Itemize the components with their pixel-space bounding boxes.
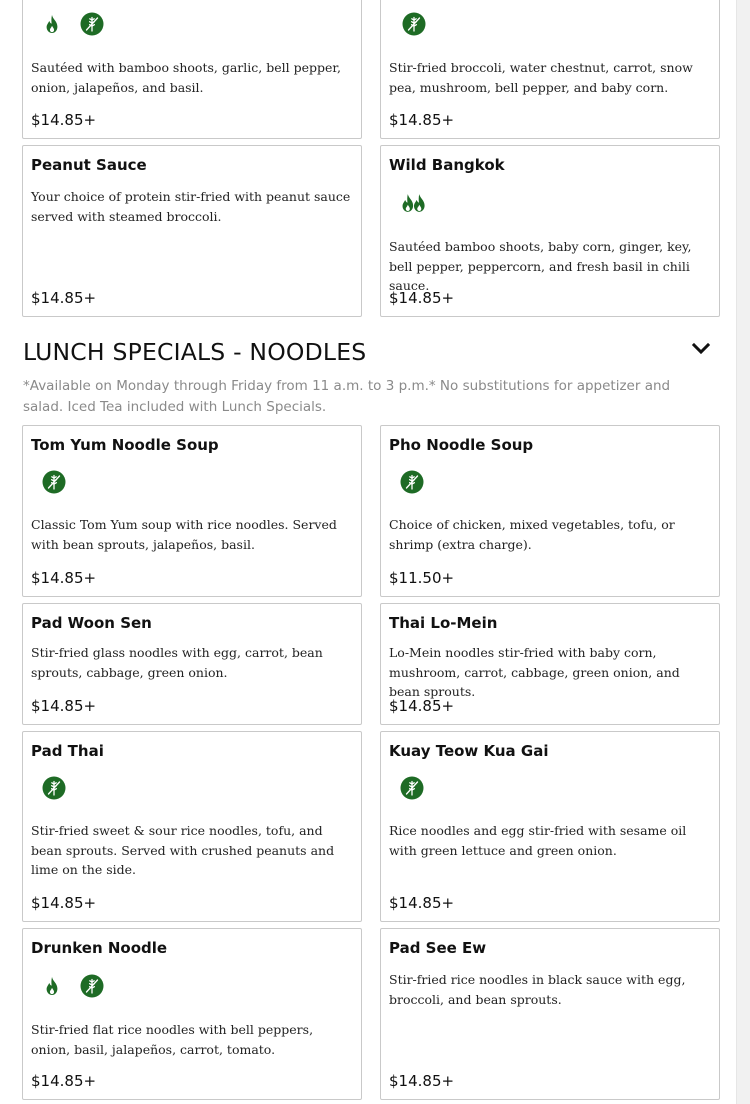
item-name: Pad Thai xyxy=(31,742,104,760)
dietary-icons xyxy=(35,469,66,495)
item-name: Kuay Teow Kua Gai xyxy=(389,742,549,760)
menu-item-card[interactable] xyxy=(22,145,362,317)
item-name: Peanut Sauce xyxy=(31,156,147,174)
item-name: Pad See Ew xyxy=(389,939,487,957)
menu-item-card[interactable] xyxy=(22,928,362,1100)
item-price: $14.85+ xyxy=(31,697,97,715)
item-description: Your choice of protein stir-fried with peanut sauce served with steamed broccoli. xyxy=(31,189,351,224)
section-note: *Available on Monday through Friday from 11 a.m. to 3 p.m.* No substitutions for appetizer and salad. Iced Tea included with Lunch Specials. xyxy=(23,378,671,415)
item-price: $14.85+ xyxy=(31,894,97,912)
gluten-free-icon xyxy=(400,776,424,800)
menu-item-card[interactable] xyxy=(380,731,720,922)
item-name: Thai Lo-Mein xyxy=(389,614,498,632)
item-price: $14.85+ xyxy=(389,697,455,715)
gluten-free-icon xyxy=(402,12,426,36)
dietary-icons xyxy=(393,775,424,801)
menu-item-card[interactable] xyxy=(22,425,362,597)
gluten-free-icon xyxy=(42,776,66,800)
item-description: Sautéed with bamboo shoots, garlic, bell pepper, onion, jalapeños, and basil. xyxy=(31,60,341,95)
item-price: $14.85+ xyxy=(31,111,97,129)
dietary-icons xyxy=(35,973,104,999)
menu-item-card[interactable] xyxy=(380,0,720,139)
dietary-icons xyxy=(35,11,104,37)
item-description: Rice noodles and egg stir-fried with sesame oil with green lettuce and green onion. xyxy=(389,823,687,858)
item-price: $14.85+ xyxy=(389,894,455,912)
item-price: $14.85+ xyxy=(31,289,97,307)
item-price: $14.85+ xyxy=(389,111,455,129)
item-price: $14.85+ xyxy=(389,289,455,307)
item-name: Wild Bangkok xyxy=(389,156,505,174)
item-description: Sautéed bamboo shoots, baby corn, ginger, key, bell pepper, peppercorn, and fresh basil in chili sauce. xyxy=(389,239,692,293)
item-description: Stir-fried glass noodles with egg, carrot, bean sprouts, cabbage, green onion. xyxy=(31,645,323,680)
item-price: $14.85+ xyxy=(31,569,97,587)
menu-item-card[interactable] xyxy=(380,928,720,1100)
item-name: Pho Noodle Soup xyxy=(389,436,534,454)
item-price: $14.85+ xyxy=(31,1072,97,1090)
chevron-down-icon[interactable] xyxy=(690,340,712,358)
item-description: Lo-Mein noodles stir-fried with baby corn, mushroom, carrot, cabbage, green onion, and bean sprouts. xyxy=(389,645,680,699)
item-name: Tom Yum Noodle Soup xyxy=(31,436,219,454)
item-price: $11.50+ xyxy=(389,569,455,587)
menu-item-card[interactable] xyxy=(22,0,362,139)
item-description: Stir-fried sweet & sour rice noodles, tofu, and bean sprouts. Served with crushed peanuts and lime on the side. xyxy=(31,823,335,877)
item-price: $14.85+ xyxy=(389,1072,455,1090)
dietary-icons xyxy=(395,11,426,37)
item-description: Stir-fried rice noodles in black sauce with egg, broccoli, and bean sprouts. xyxy=(389,972,686,1007)
item-description: Stir-fried broccoli, water chestnut, carrot, snow pea, mushroom, bell pepper, and baby corn. xyxy=(389,60,693,95)
dietary-icons xyxy=(393,190,429,216)
menu-item-card[interactable] xyxy=(380,425,720,597)
gluten-free-icon xyxy=(80,974,104,998)
item-description: Stir-fried flat rice noodles with bell peppers, onion, basil, jalapeños, carrot, tomato. xyxy=(31,1022,314,1057)
menu-item-card[interactable] xyxy=(380,603,720,725)
flame-icon xyxy=(43,13,61,35)
item-description: Choice of chicken, mixed vegetables, tofu, or shrimp (extra charge). xyxy=(389,517,675,552)
menu-item-card[interactable] xyxy=(22,731,362,922)
menu-item-card[interactable] xyxy=(22,603,362,725)
menu-item-card[interactable] xyxy=(380,145,720,317)
gluten-free-icon xyxy=(80,12,104,36)
page-scrollbar[interactable] xyxy=(736,0,750,1104)
flame-icon xyxy=(43,975,61,997)
section-title: LUNCH SPECIALS - NOODLES xyxy=(23,338,367,366)
item-description: Classic Tom Yum soup with rice noodles. Served with bean sprouts, jalapeños, basil. xyxy=(31,517,337,552)
dietary-icons xyxy=(393,469,424,495)
double-flame-icon xyxy=(399,192,429,214)
item-name: Pad Woon Sen xyxy=(31,614,152,632)
item-name: Drunken Noodle xyxy=(31,939,168,957)
gluten-free-icon xyxy=(400,470,424,494)
gluten-free-icon xyxy=(42,470,66,494)
dietary-icons xyxy=(35,775,66,801)
